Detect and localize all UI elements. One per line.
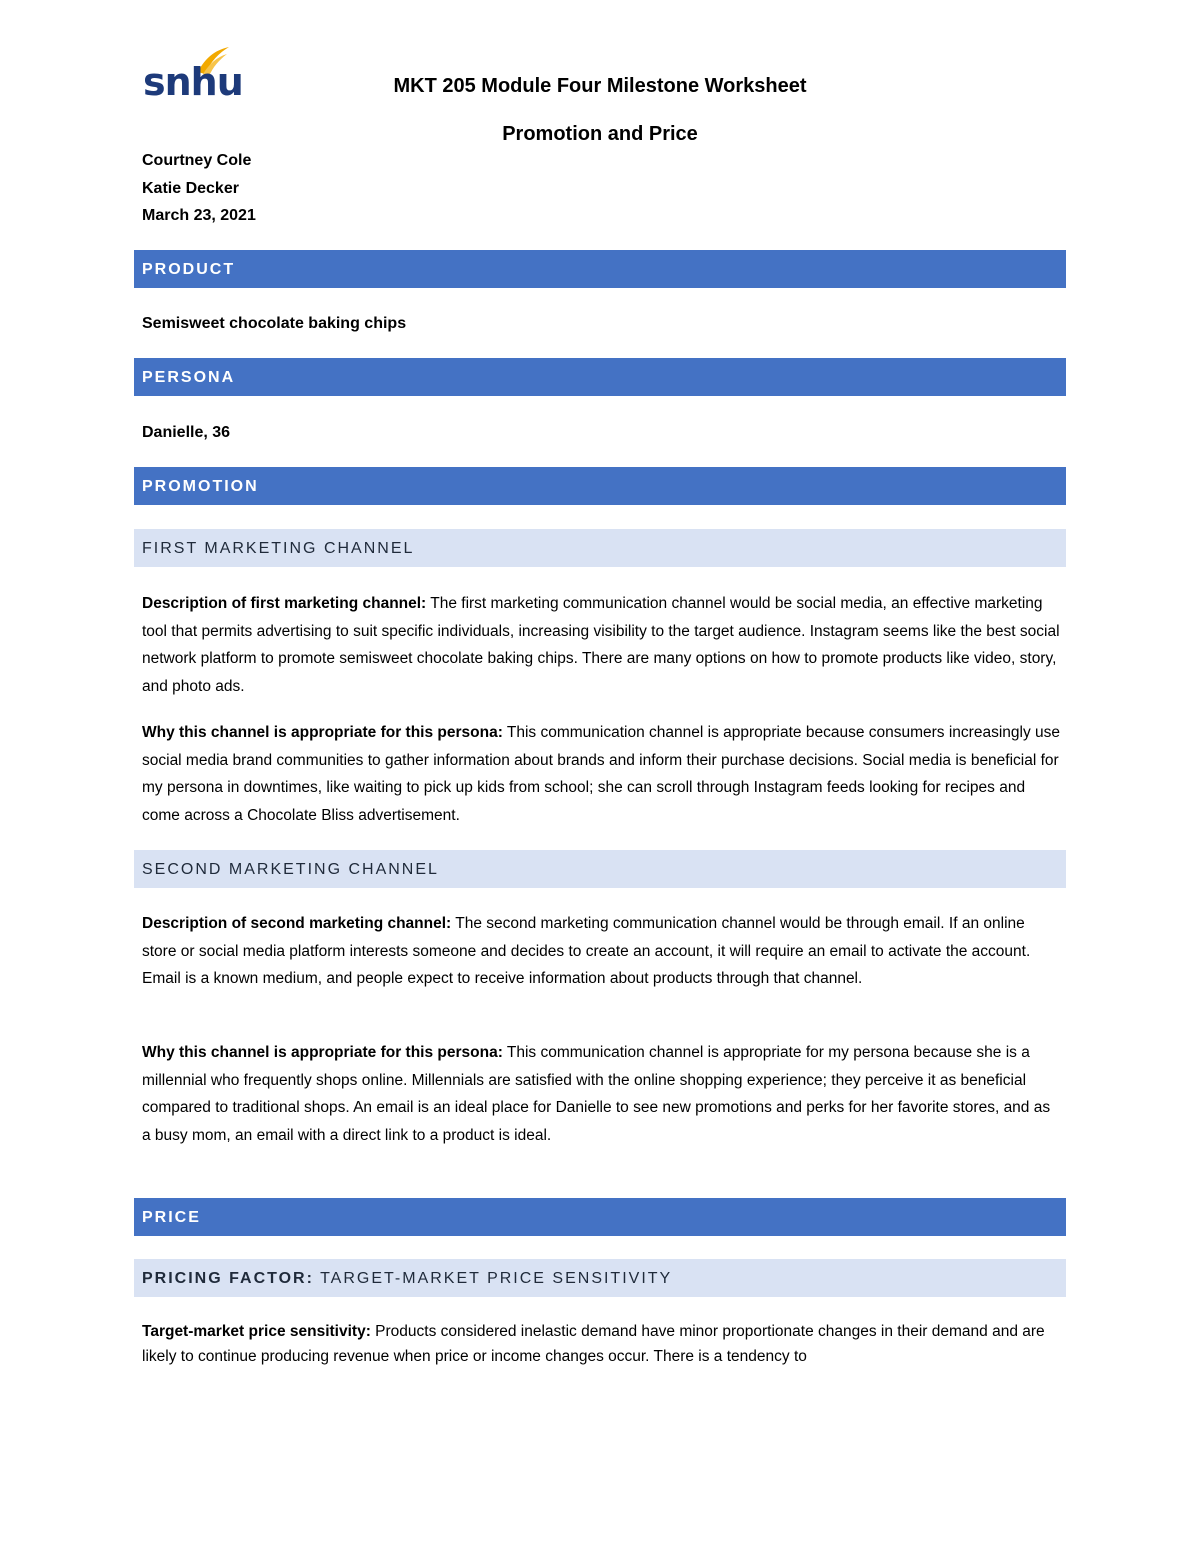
- paragraph-lead: Description of first marketing channel:: [142, 595, 427, 612]
- author-block: [142, 147, 256, 230]
- second-channel-description: [142, 910, 1062, 993]
- first-channel-rationale: [142, 719, 1062, 829]
- second-channel-rationale: [142, 1039, 1062, 1149]
- product-value: Semisweet chocolate baking chips: [142, 315, 407, 332]
- paragraph-lead: Target-market price sensitivity:: [142, 1323, 371, 1340]
- section-header-promotion: PROMOTION: [134, 467, 1066, 505]
- paragraph-text: This communication channel is appropriate for my persona because she is a millennial who frequently shops online. Millennials are satisfied with the online shopping experience; they perceive it as beneficial compared to traditional shops. An email is an ideal place for Danielle to see new promotions and perks for her favorite stores, and as a busy mom, an email with a direct link to a product is ideal.: [142, 1044, 1051, 1144]
- section-header-persona: PERSONA: [134, 358, 1066, 396]
- section-header-price: PRICE: [134, 1198, 1066, 1236]
- paragraph-text: The second marketing communication channel would be through email. If an online store or social media platform interests someone and decides to create an account, it will require an email to activate the account. Email is a known medium, and people expect to receive information about products through that channel.: [142, 915, 1031, 987]
- section-header-product: PRODUCT: [134, 250, 1066, 288]
- document-subtitle: Promotion and Price: [502, 123, 698, 145]
- pricing-factor-label: PRICING FACTOR:: [142, 1270, 314, 1287]
- price-sensitivity-paragraph: [142, 1320, 1062, 1369]
- document-title: MKT 205 Module Four Milestone Worksheet: [393, 75, 807, 97]
- paragraph-text: The first marketing communication channel would be social media, an effective marketing tool that permits advertising to suit specific individuals, increasing visibility to the target audience. Instagram seems like the best social network platform to promote semisweet chocolate baking chips. There are many options on how to promote products like video, story, and photo ads.: [142, 595, 1060, 695]
- paragraph-lead: Description of second marketing channel:: [142, 915, 452, 932]
- persona-value: Danielle, 36: [142, 424, 231, 441]
- logo-text: snhu: [143, 60, 243, 104]
- paragraph-text: Products considered inelastic demand have minor proportionate changes in their demand and are likely to continue producing revenue when price or income changes occur. There is a tendency to: [142, 1323, 1045, 1365]
- paragraph-lead: Why this channel is appropriate for this persona:: [142, 724, 503, 741]
- document-date: March 23, 2021: [142, 207, 256, 224]
- author-name: Courtney Cole: [142, 152, 252, 169]
- paragraph-text: This communication channel is appropriate because consumers increasingly use social media brand communities to gather information about brands and inform their purchase decisions. Social media is beneficial for my persona in downtimes, like waiting to pick up kids from school; she can scroll through Instagram feeds looking for recipes and come across a Chocolate Bliss advertisement.: [142, 724, 1061, 824]
- subsection-header-pricing-factor: [134, 1259, 1066, 1297]
- first-channel-description: [142, 590, 1062, 700]
- subsection-header-second-channel: SECOND MARKETING CHANNEL: [134, 850, 1066, 888]
- paragraph-lead: Why this channel is appropriate for this persona:: [142, 1044, 503, 1061]
- subsection-header-first-channel: FIRST MARKETING CHANNEL: [134, 529, 1066, 567]
- pricing-factor-name: TARGET-MARKET PRICE SENSITIVITY: [313, 1270, 673, 1287]
- author-name: Katie Decker: [142, 179, 239, 197]
